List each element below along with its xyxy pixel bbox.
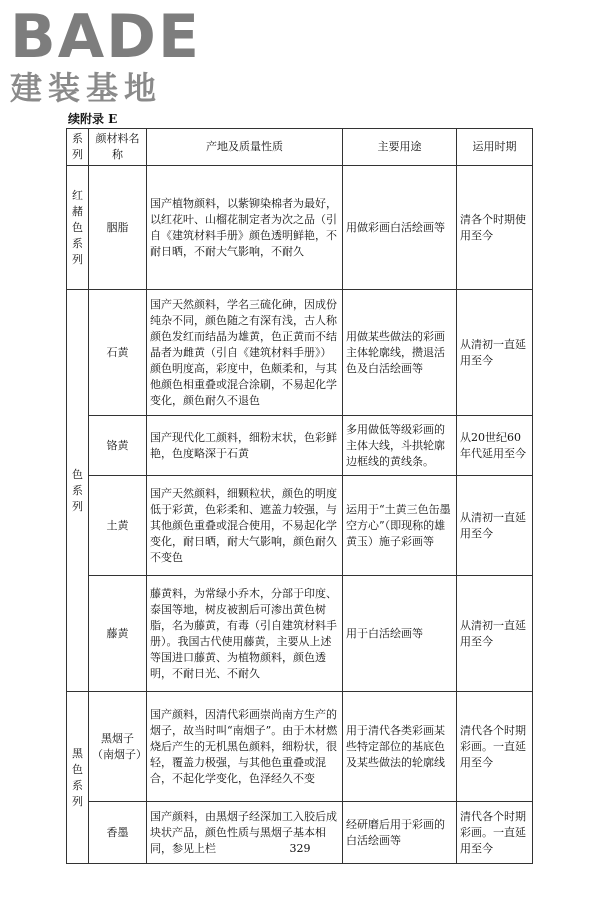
material-name: 香墨 xyxy=(89,802,147,864)
table-row xyxy=(67,692,533,802)
header-series: 系列 xyxy=(67,129,89,166)
usage-cell: 多用做低等级彩画的主体大线，斗拱轮廓边框线的黄线条。 xyxy=(343,416,457,476)
period-cell: 从20世纪60年代延用至今 xyxy=(457,416,533,476)
quality-cell: 国产颜料，由黑烟子经深加工入胶后成块状产品，颜色性质与黑烟子基本相同，参见上栏 xyxy=(147,802,343,864)
period-cell: 清代各个时期彩画。一直延用至今 xyxy=(457,692,533,802)
table-row xyxy=(67,576,533,692)
category-red-ochre: 红赭色系列 xyxy=(67,166,89,290)
period-cell: 清代各个时期彩画。一直延用至今 xyxy=(457,802,533,864)
header-quality: 产地及质量性质 xyxy=(147,129,343,166)
material-name: 黑烟子（南烟子） xyxy=(89,692,147,802)
category-yellow: 色系列 xyxy=(67,290,89,692)
usage-cell: 用做彩画白活绘画等 xyxy=(343,166,457,290)
material-name: 石黄 xyxy=(89,290,147,416)
quality-cell: 国产现代化工颜料，细粉末状，色彩鲜艳，色度略深于石黄 xyxy=(147,416,343,476)
period-cell: 从清初一直延用至今 xyxy=(457,576,533,692)
quality-cell: 国产天然颜料，学名三硫化砷，因成份纯杂不同，颜色随之有深有浅，古人称颜色发红而结晶为雄黄，色正黄而不结晶者为雌黄（引自《建筑材料手册》）颜色明度高，彩度中，色颇柔和，与其他颜色相重叠或混合涂刷，不易起化学变化，颜色耐久不退色 xyxy=(147,290,343,416)
usage-cell: 用于白活绘画等 xyxy=(343,576,457,692)
period-cell: 从清初一直延用至今 xyxy=(457,476,533,576)
period-cell: 从清初一直延用至今 xyxy=(457,290,533,416)
material-name: 胭脂 xyxy=(89,166,147,290)
usage-cell: 运用于“土黄三色缶墨空方心”（即现称的雄黄玉）施子彩画等 xyxy=(343,476,457,576)
material-name: 藤黄 xyxy=(89,576,147,692)
logo-mark: BADE xyxy=(10,2,201,72)
table-caption: 续附录 E xyxy=(68,112,118,126)
quality-cell: 国产天然颜料，细颗粒状，颜色的明度低于彩黄，色彩柔和、遮盖力较强，与其他颜色重叠或混合使用，不易起化学变化，耐日晒，耐大气影响，颜色耐久不变色 xyxy=(147,476,343,576)
usage-cell: 用于清代各类彩画某些特定部位的基底色及某些做法的轮廓线 xyxy=(343,692,457,802)
table-row xyxy=(67,416,533,476)
usage-cell: 用做某些做法的彩画主体轮廓线，攒退活色及白活绘画等 xyxy=(343,290,457,416)
header-usage: 主要用途 xyxy=(343,129,457,166)
pigment-table xyxy=(66,128,533,864)
quality-cell: 藤黄料，为常绿小乔木，分部于印度、泰国等地，树皮被割后可渗出黄色树脂，名为藤黄，有毒（引自建筑材料手册）。我国古代使用藤黄，主要从上述等国进口藤黄、为植物颜料，颜色透明，不耐日光、不耐久 xyxy=(147,576,343,692)
table-row xyxy=(67,476,533,576)
period-cell: 清各个时期使用至今 xyxy=(457,166,533,290)
table-header-row xyxy=(67,129,533,166)
quality-cell: 国产颜料，因清代彩画崇尚南方生产的烟子，故当时叫“南烟子”。由于木材燃烧后产生的无机黑色颜料，细粉状，很轻，覆盖力极强，与其他色重叠或混合，不起化学变化，色泽经久不变 xyxy=(147,692,343,802)
quality-cell: 国产植物颜料，以紫铆染棉者为最好，以红花叶、山榴花制定者为次之品（引自《建筑材料手册》颜色透明鲜艳，不耐日晒，不耐大气影响，不耐久 xyxy=(147,166,343,290)
header-material: 颜材料名称 xyxy=(89,129,147,166)
category-black: 黑色系列 xyxy=(67,692,89,864)
material-name: 铬黄 xyxy=(89,416,147,476)
bade-logo xyxy=(10,2,201,107)
header-period: 运用时期 xyxy=(457,129,533,166)
table-row xyxy=(67,290,533,416)
logo-subtitle: 建装基地 xyxy=(10,69,163,107)
table-row xyxy=(67,166,533,290)
material-name: 土黄 xyxy=(89,476,147,576)
usage-cell: 经研磨后用于彩画的白活绘画等 xyxy=(343,802,457,864)
page-number: 329 xyxy=(289,842,311,855)
